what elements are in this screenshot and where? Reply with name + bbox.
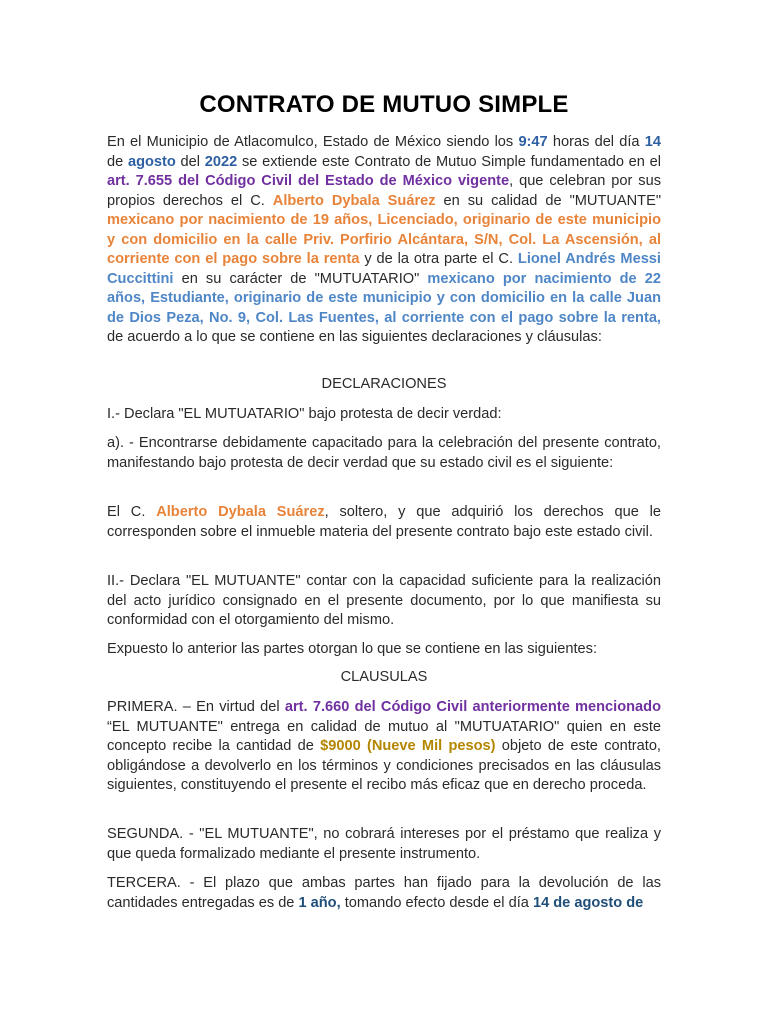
mutuatario-name: Lionel Andrés Messi Cuccittini	[107, 251, 661, 287]
declaracion-ii: II.- Declara "EL MUTUANTE" contar con la capacidad suficiente para la realización del acto jurídico consignado en el presente documento, por lo que manifiesta su conformidad con el otorgamiento del mismo.	[107, 573, 661, 628]
primera-text: objeto de este contrato, obligándose a devolverlo en los términos y condiciones precisados en las cláusulas siguientes, constituyendo el presente el recibo más eficaz que en derecho proceda.	[107, 738, 661, 793]
primera-text: “EL MUTUANTE" entrega en calidad de mutuo al "MUTUATARIO" quien en este concepto recibe la cantidad de	[107, 718, 661, 754]
intro-text: En el Municipio de Atlacomulco, Estado de México siendo los	[107, 134, 519, 150]
mutuante-name: Alberto Dybala Suárez	[272, 192, 436, 209]
clausulas-heading: CLAUSULAS	[340, 669, 428, 685]
civil-text: , soltero, y que adquirió los derechos que le corresponden sobre el inmueble materia del presente contrato bajo este estado civil.	[107, 504, 661, 540]
declaraciones-heading: DECLARACIONES	[321, 376, 447, 392]
tercera-plazo: 1 año,	[298, 894, 341, 911]
document-title: CONTRATO DE MUTUO SIMPLE	[199, 91, 569, 118]
civil-name: Alberto Dybala Suárez	[156, 504, 325, 520]
intro-paragraph	[107, 133, 661, 348]
intro-hora: 9:47	[518, 134, 548, 150]
tercera-fecha: 14 de agosto de	[532, 894, 644, 911]
declaracion-estado-civil	[107, 503, 661, 542]
intro-articulo: art. 7.655 del Código Civil del Estado de México vigente	[107, 173, 510, 189]
clausula-primera	[107, 698, 661, 796]
intro-text: en su calidad de "MUTUANTE"	[435, 192, 662, 209]
tercera-text: tomando efecto desde el día	[340, 894, 533, 911]
intro-mes: agosto	[127, 153, 176, 170]
intro-text: y de la otra parte el C.	[359, 251, 518, 267]
clausula-tercera	[107, 874, 661, 913]
intro-text: , que celebran por sus propios derechos el C.	[107, 173, 661, 209]
intro-text: horas del día	[547, 134, 645, 150]
declaracion-a: a). - Encontrarse debidamente capacitado para la celebración del presente contrato, manifestando bajo protesta de decir verdad que su estado civil es el siguiente:	[107, 435, 661, 471]
primera-articulo: art. 7.660 del Código Civil anteriormente mencionado	[284, 699, 661, 715]
intro-text: del	[175, 153, 205, 170]
intro-text: se extiende este Contrato de Mutuo Simple fundamentado en el	[237, 153, 661, 170]
intro-text: de acuerdo a lo que se contiene en las siguientes declaraciones y cláusulas:	[107, 329, 602, 345]
mutuante-details: mexicano por nacimiento de 19 años, Licenciado, originario de este municipio y con domicilio en la calle Priv. Porfirio Alcántara, S/N, Col. La Ascensión, al corriente con el pago sobre la renta	[107, 212, 661, 267]
clausula-segunda: SEGUNDA. - "EL MUTUANTE", no cobrará intereses por el préstamo que realiza y que queda formalizado mediante el presente instrumento.	[107, 826, 661, 862]
primera-text: PRIMERA. – En virtud del	[107, 699, 285, 715]
mutuatario-details: mexicano por nacimiento de 22 años, Estudiante, originario de este municipio y con domicilio en la calle Juan de Dios Peza, No. 9, Col. Las Fuentes, al corriente con el pago sobre la renta,	[107, 270, 661, 326]
primera-cantidad: $9000 (Nueve Mil pesos)	[320, 738, 496, 754]
intro-dia: 14	[644, 134, 661, 150]
expuesto-paragraph: Expuesto lo anterior las partes otorgan lo que se contiene en las siguientes:	[107, 641, 598, 657]
civil-text: El C.	[107, 504, 157, 520]
intro-text: de	[107, 153, 128, 170]
tercera-text: TERCERA. - El plazo que ambas partes han fijado para la devolución de las cantidades entregadas es de	[107, 875, 661, 911]
declaracion-i: I.- Declara "EL MUTUATARIO" bajo protesta de decir verdad:	[107, 406, 502, 422]
intro-text: en su carácter de "MUTUATARIO"	[173, 270, 428, 287]
intro-anio: 2022	[204, 153, 238, 170]
